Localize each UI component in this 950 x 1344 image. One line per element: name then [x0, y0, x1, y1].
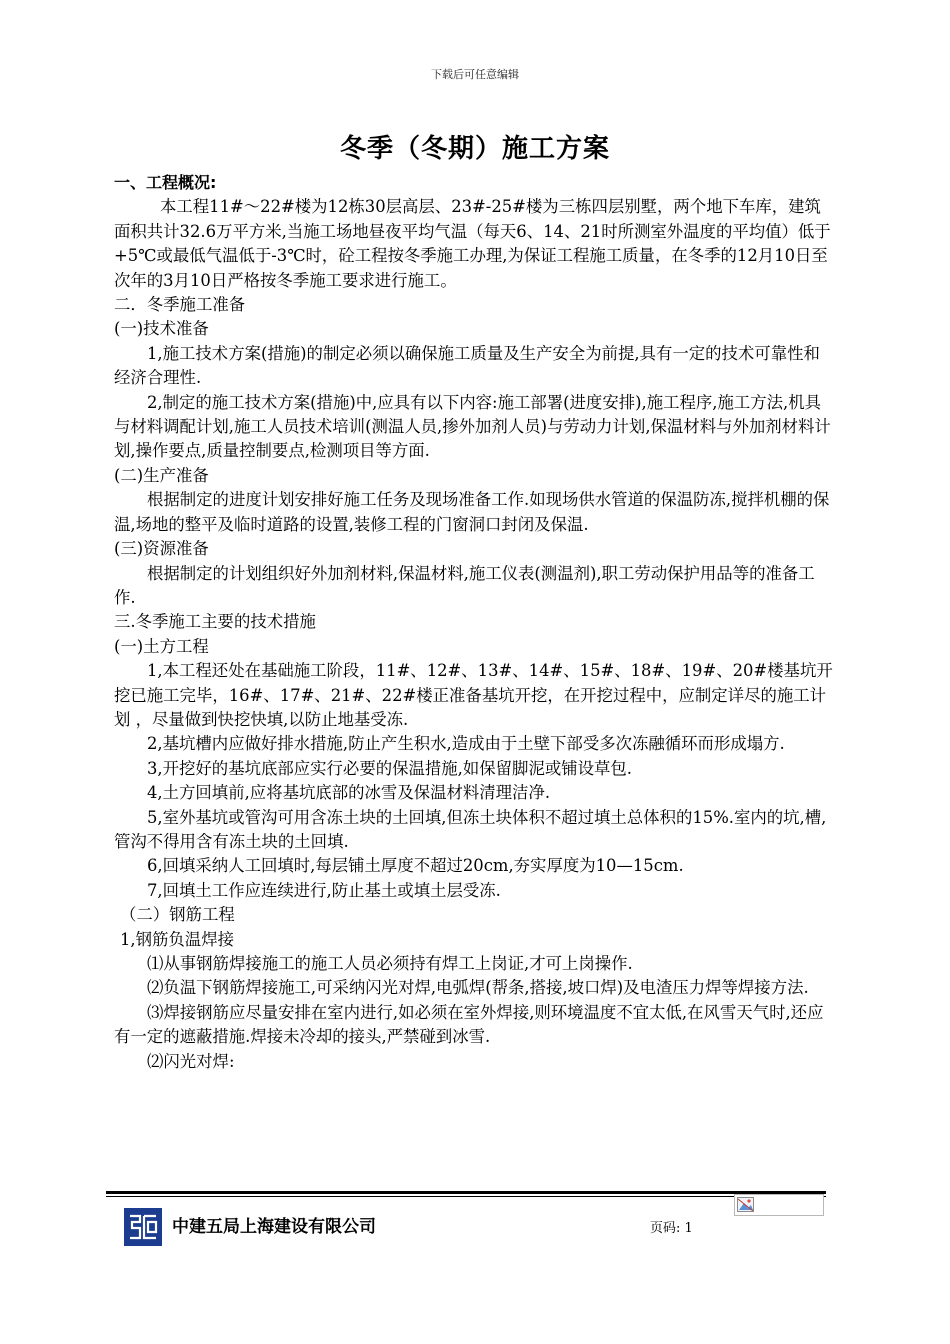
broken-image-placeholder: [734, 1194, 824, 1216]
document-body: [114, 171, 834, 1074]
paragraph: ⑴从事钢筋焊接施工的施工人员必须持有焊工上岗证,才可上岗操作.: [147, 954, 633, 973]
section-3-sub-1: (一)土方工程: [114, 636, 209, 656]
paragraph: 5,室外基坑或管沟可用含冻土块的土回填,但冻土块体积不超过填土总体积的15%.室内的坑,槽,管沟不得用含有冻土块的土回填.: [114, 807, 827, 851]
download-note: 下载后可任意编辑: [431, 68, 519, 81]
paragraph: 2,基坑槽内应做好排水措施,防止产生积水,造成由于土壁下部受多次冻融循环而形成塌方.: [147, 734, 785, 754]
footer-divider-thin: [106, 1196, 826, 1197]
section-2-sub-2: (二)生产准备: [114, 465, 209, 485]
paragraph: 1,本工程还处在基础施工阶段，11#、12#、13#、14#、15#、18#、19#、20#楼基坑开挖已施工完毕，16#、17#、21#、22#楼正准备基坑开挖，在开挖过程中，应制定详尽的施工计划 ，尽量做到快挖快填,以防止地基受冻.: [114, 661, 833, 729]
section-2-sub-1: (一)技术准备: [114, 319, 209, 339]
page-number: 页码: 1: [650, 1221, 693, 1236]
section-3-sub-2: （二）钢筋工程: [120, 905, 235, 925]
paragraph: 4,土方回填前,应将基坑底部的冰雪及保温材料清理洁净.: [147, 783, 551, 803]
paragraph: ⑵闪光对焊:: [147, 1051, 235, 1071]
section-1-paragraph: 本工程11#～22#楼为12栋30层高层、23#-25#楼为三栋四层别墅，两个地下车库，建筑面积共计32.6万平方米,当施工场地昼夜平均气温（每天6、14、21时所测室外温度的平均值）低于+5℃或最低气温低于-3℃时，砼工程按冬季施工办理,为保证工程施工质量，在冬季的12月10日至次年的3月10日严格按冬季施工要求进行施工。: [114, 197, 831, 290]
paragraph: 1,钢筋负温焊接: [120, 929, 234, 949]
paragraph: 3,开挖好的基坑底部应实行必要的保温措施,如保留脚泥或铺设草包.: [147, 758, 632, 778]
cscec-logo-icon: [124, 1208, 162, 1246]
paragraph: 7,回填土工作应连续进行,防止基土或填土层受冻.: [147, 880, 501, 900]
document-title: 冬季（冬期）施工方案: [339, 134, 610, 164]
company-name: 中建五局上海建设有限公司: [172, 1217, 376, 1237]
section-2-heading: 二．冬季施工准备: [114, 295, 246, 315]
paragraph: 6,回填采纳人工回填时,每层铺土厚度不超过20cm,夯实厚度为10—15cm.: [147, 856, 684, 876]
paragraph: 根据制定的计划组织好外加剂材料,保温材料,施工仪表(测温剂),职工劳动保护用品等的准备工作.: [114, 563, 815, 607]
section-3-heading: 三.冬季施工主要的技术措施: [114, 612, 316, 632]
paragraph: 1,施工技术方案(措施)的制定必须以确保施工质量及生产安全为前提,具有一定的技术可靠性和经济合理性.: [114, 343, 820, 388]
section-2-sub-3: (三)资源准备: [114, 539, 209, 559]
paragraph: ⑵负温下钢筋焊接施工,可采纳闪光对焊,电弧焊(帮条,搭接,坡口焊)及电渣压力焊等焊接方法.: [147, 978, 809, 998]
footer-divider-thick: [106, 1191, 826, 1194]
broken-image-icon: [737, 1197, 755, 1213]
paragraph: 2,制定的施工技术方案(措施)中,应具有以下内容:施工部署(进度安排),施工程序,施工方法,机具与材料调配计划,施工人员技术培训(测温人员,掺外加剂人员)与劳动力计划,保温材料与外加剂材料计划,操作要点,质量控制要点,检测项目等方面.: [114, 392, 831, 461]
section-1-heading: 一、工程概况:: [114, 173, 217, 192]
paragraph: ⑶焊接钢筋应尽量安排在室内进行,如必须在室外焊接,则环境温度不宜太低,在风雪天气时,还应有一定的遮蔽措施.焊接未冷却的接头,严禁碰到冰雪.: [114, 1002, 824, 1047]
paragraph: 根据制定的进度计划安排好施工任务及现场准备工作.如现场供水管道的保温防冻,搅拌机棚的保温,场地的整平及临时道路的设置,装修工程的门窗洞口封闭及保温.: [114, 490, 830, 534]
